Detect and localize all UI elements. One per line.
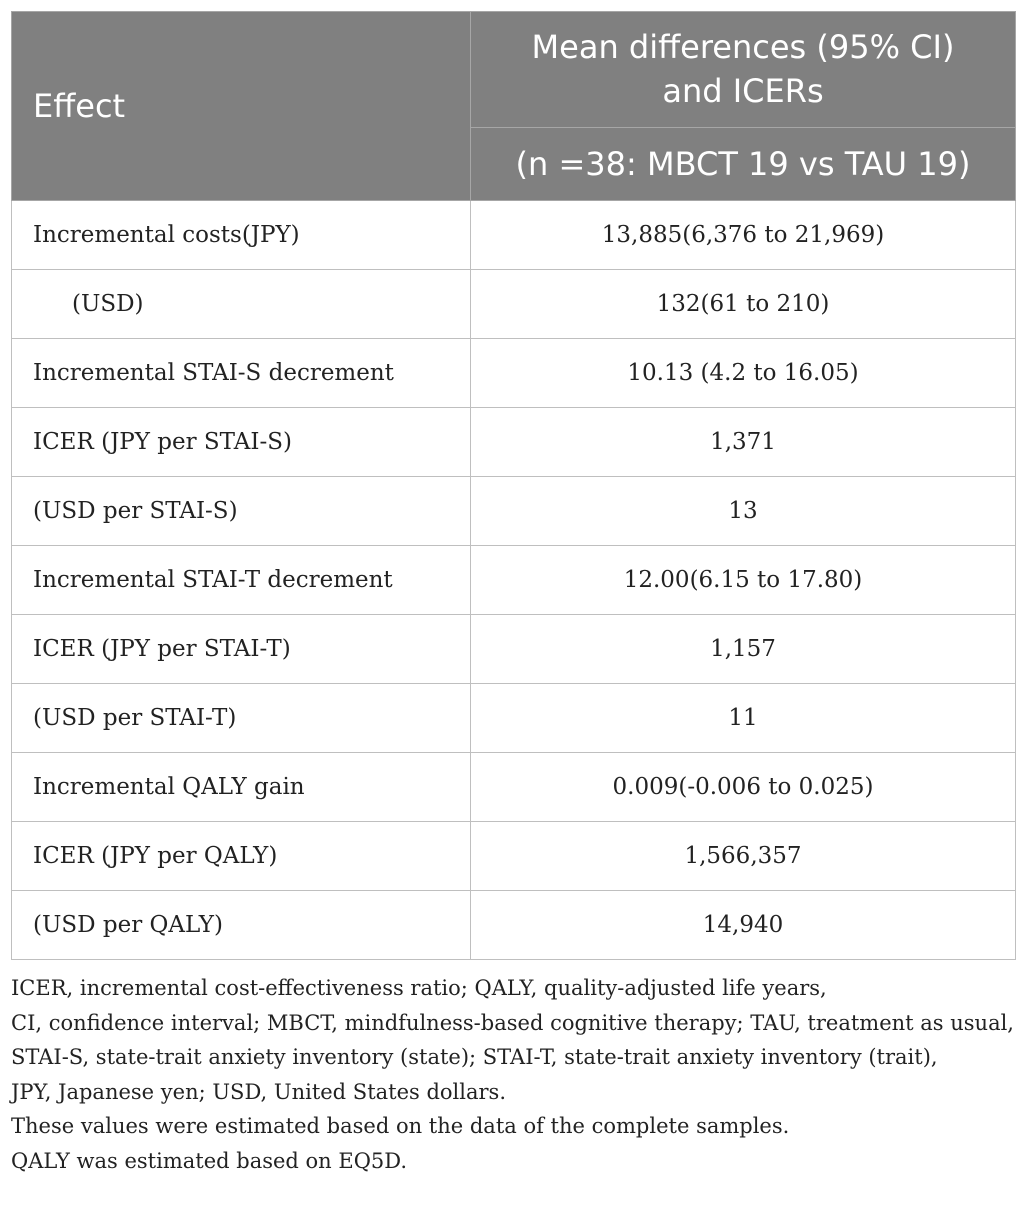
mean-header-line-1: Mean differences (95% CI) bbox=[531, 28, 955, 67]
table-row bbox=[12, 753, 1016, 822]
row-label: ICER (JPY per QALY) bbox=[12, 822, 471, 891]
row-label: (USD per QALY) bbox=[12, 891, 471, 960]
footnote: ICER, incremental cost-effectiveness ratio; QALY, quality-adjusted life years, bbox=[11, 976, 827, 1000]
row-label: ICER (JPY per STAI-T) bbox=[12, 615, 471, 684]
header-row-1 bbox=[12, 12, 1016, 128]
row-label: Incremental costs(JPY) bbox=[12, 201, 471, 270]
effect-column-header: Effect bbox=[12, 12, 471, 201]
row-label: Incremental STAI-T decrement bbox=[12, 546, 471, 615]
footnote: STAI-S, state-trait anxiety inventory (state); STAI-T, state-trait anxiety inventory (trait), bbox=[11, 1045, 938, 1069]
row-value: 132(61 to 210) bbox=[471, 270, 1016, 339]
footnote: CI, confidence interval; MBCT, mindfulness-based cognitive therapy; TAU, treatment as usual, bbox=[11, 1010, 1014, 1035]
mean-differences-column-header bbox=[471, 12, 1016, 128]
table-row bbox=[12, 891, 1016, 960]
row-label: (USD) bbox=[12, 270, 471, 339]
row-value: 13 bbox=[471, 477, 1016, 546]
table-footnotes bbox=[11, 971, 1015, 1178]
row-label: Incremental QALY gain bbox=[12, 753, 471, 822]
results-table bbox=[11, 11, 1016, 960]
row-value: 12.00(6.15 to 17.80) bbox=[471, 546, 1016, 615]
table-row bbox=[12, 822, 1016, 891]
row-label: (USD per STAI-S) bbox=[12, 477, 471, 546]
sample-size-header: (n =38: MBCT 19 vs TAU 19) bbox=[471, 127, 1016, 200]
row-value: 0.009(-0.006 to 0.025) bbox=[471, 753, 1016, 822]
footnote: JPY, Japanese yen; USD, United States dollars. bbox=[11, 1079, 506, 1104]
row-value: 11 bbox=[471, 684, 1016, 753]
row-value: 1,157 bbox=[471, 615, 1016, 684]
table-row bbox=[12, 615, 1016, 684]
mean-header-line-2: and ICERs bbox=[662, 72, 824, 111]
row-value: 10.13 (4.2 to 16.05) bbox=[471, 339, 1016, 408]
table-row bbox=[12, 270, 1016, 339]
table-row bbox=[12, 477, 1016, 546]
table-row bbox=[12, 408, 1016, 477]
table-row bbox=[12, 546, 1016, 615]
table-header bbox=[12, 12, 1016, 201]
footnote: These values were estimated based on the data of the complete samples. bbox=[11, 1114, 790, 1138]
footnote: QALY was estimated based on EQ5D. bbox=[11, 1148, 408, 1173]
table-body bbox=[12, 201, 1016, 960]
row-value: 1,566,357 bbox=[471, 822, 1016, 891]
results-table-container bbox=[11, 11, 1015, 960]
row-label: (USD per STAI-T) bbox=[12, 684, 471, 753]
row-value: 14,940 bbox=[471, 891, 1016, 960]
table-row bbox=[12, 201, 1016, 270]
row-label: Incremental STAI-S decrement bbox=[12, 339, 471, 408]
table-row bbox=[12, 684, 1016, 753]
row-value: 1,371 bbox=[471, 408, 1016, 477]
row-label: ICER (JPY per STAI-S) bbox=[12, 408, 471, 477]
row-value: 13,885(6,376 to 21,969) bbox=[471, 201, 1016, 270]
table-row bbox=[12, 339, 1016, 408]
